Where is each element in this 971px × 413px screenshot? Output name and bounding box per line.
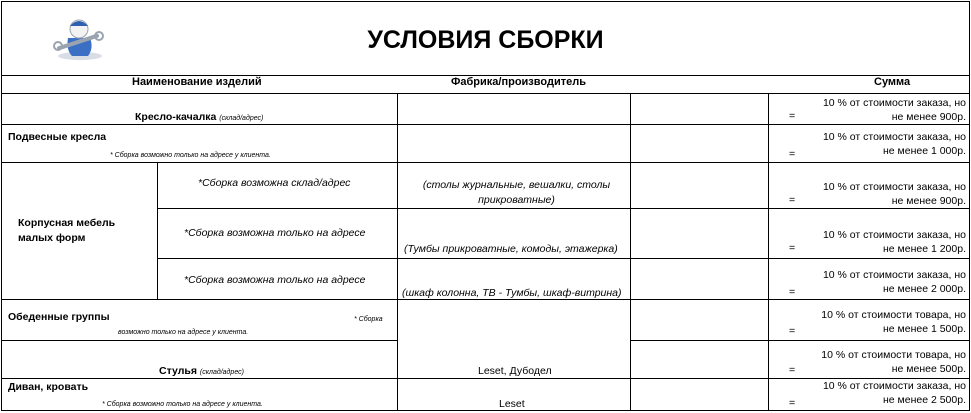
- assembly-conditions-sheet: [1, 1, 970, 411]
- row-6-price: 10 % от стоимости товара, но не менее 1 500р.: [821, 309, 966, 335]
- row-3-price: 10 % от стоимости заказа, но не менее 900р.: [822, 181, 966, 207]
- row-4-eq: =: [789, 242, 796, 254]
- row-7-price: 10 % от стоимости товара, но не менее 500р.: [821, 349, 966, 375]
- row-4-factory: (Тумбы прикроватные, комоды, этажерка): [404, 243, 618, 255]
- row-hanging-chairs-note: * Сборка возможно только на адресе у клиента.: [110, 152, 271, 159]
- header-factory: Фабрика/производитель: [451, 76, 586, 88]
- row-4-sub: *Сборка возможна только на адресе: [184, 227, 366, 239]
- row-1-eq: =: [789, 110, 796, 122]
- row-2-eq: =: [789, 148, 796, 160]
- row-sofa-bed-name: Диван, кровать: [8, 381, 89, 393]
- row-8-factory: Leset: [499, 398, 525, 410]
- header-sum: Сумма: [874, 76, 911, 88]
- row-4-price: 10 % от стоимости заказа, но не менее 1 200р.: [822, 229, 966, 255]
- row-3-sub: *Сборка возможна склад/адрес: [198, 177, 351, 189]
- row-6-eq: =: [789, 325, 796, 337]
- page-title: УСЛОВИЯ СБОРКИ: [367, 26, 604, 54]
- header-name: Наименование изделий: [132, 76, 262, 88]
- row-7-eq: =: [789, 364, 796, 376]
- row-dining-groups-name: Обеденные группы: [8, 311, 110, 323]
- title-bar: [2, 2, 969, 76]
- row-7-factory: Leset, Дубодел: [478, 365, 552, 377]
- row-5-eq: =: [789, 286, 796, 298]
- row-8-eq: =: [789, 397, 796, 409]
- row-8-price: 10 % от стоимости заказа, но не менее 2 500р.: [822, 380, 966, 406]
- row-3-eq: =: [789, 194, 796, 206]
- row-rocking-chair-name: Кресло-качалка (склад/адрес): [135, 111, 264, 123]
- row-5-sub: *Сборка возможна только на адресе: [184, 274, 366, 286]
- row-dining-note-a: * Сборка: [354, 316, 383, 323]
- row-dining-note-b: возможно только на адресе у клиента.: [118, 329, 249, 336]
- row-5-price: 10 % от стоимости заказа, но не менее 2 000р.: [822, 269, 966, 295]
- row-case-furniture-group: Корпусная мебель малых форм: [18, 217, 116, 244]
- row-chairs-name: Стулья (склад/адрес): [159, 365, 244, 377]
- row-2-price: 10 % от стоимости заказа, но не менее 1 000р.: [822, 131, 966, 157]
- row-5-factory: (шкаф колонна, ТВ - Тумбы, шкаф-витрина): [402, 287, 622, 299]
- row-sofa-bed-note: * Сборка возможно только на адресе у клиента.: [102, 401, 263, 408]
- row-1-price: 10 % от стоимости заказа, но не менее 900р.: [822, 97, 966, 123]
- row-hanging-chairs-name: Подвесные кресла: [8, 131, 107, 143]
- row-3-factory: (столы журнальные, вешалки, столы прикроватные): [422, 179, 611, 206]
